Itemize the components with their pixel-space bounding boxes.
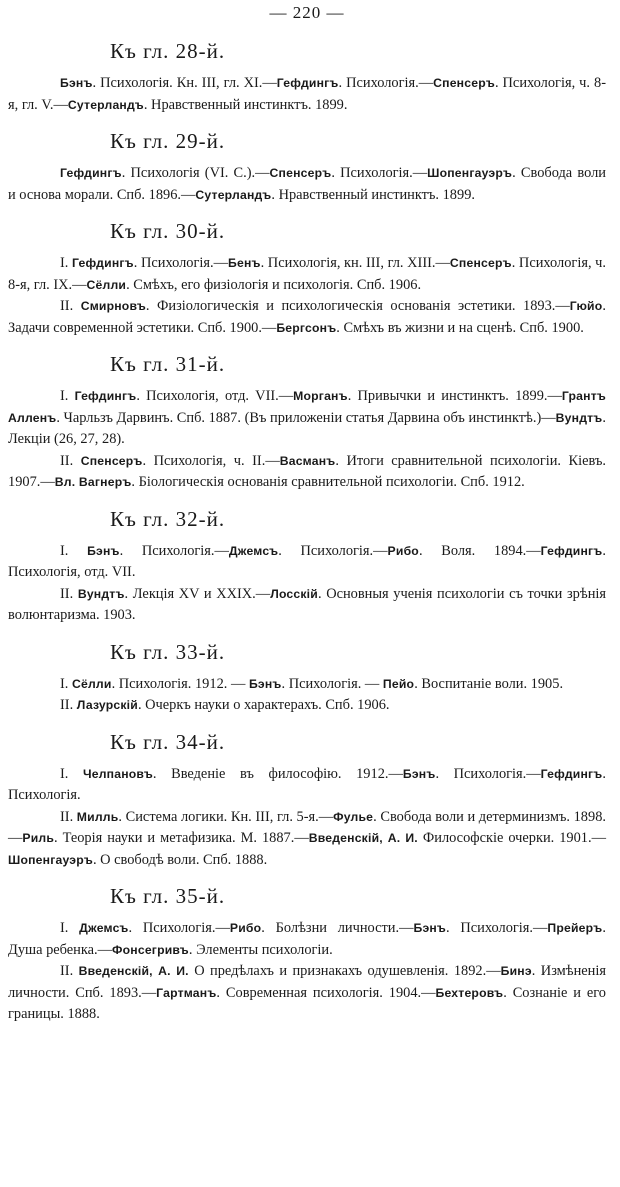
citation-text: . Психологія.— <box>119 542 229 559</box>
author-name: Гефдингъ <box>276 76 339 90</box>
citation-text: . Психологія.— <box>338 75 434 91</box>
citation-text: I. <box>60 255 73 271</box>
author-name: Сёлли <box>72 676 112 691</box>
author-name: Спенсеръ <box>449 256 512 270</box>
chapter-section <box>8 218 606 339</box>
citation-text: . Свобода воли и основа морали. Спб. 1896.— <box>8 165 606 203</box>
citation-text: . Лекціи (26, 27, 28). <box>8 409 606 447</box>
citation-text: . Психологія. — <box>281 675 383 692</box>
author-name: Фонсегривъ <box>112 942 189 957</box>
citation-text: . Введеніе въ философію. 1912.— <box>152 765 403 782</box>
author-name: Бенъ <box>228 256 261 270</box>
author-name: Гефдингъ <box>540 766 603 781</box>
page-number: — 220 — <box>269 3 345 22</box>
citation-text: . Чарльзъ Дарвинъ. Спб. 1887. (Въ приложеніи статья Дарвина объ инстинктѣ.)— <box>56 409 556 426</box>
author-name: Вундтъ <box>555 410 603 425</box>
author-name: Гюйо <box>569 299 603 313</box>
author-name: Спенсеръ <box>269 166 332 180</box>
citation-text: . Сознаніе и его границы. 1888. <box>8 984 607 1022</box>
chapter-heading: Къ гл. 30-й. <box>110 219 226 243</box>
bibliography-paragraph <box>8 163 606 206</box>
author-name: Джемсъ <box>79 921 129 935</box>
chapter-section <box>8 38 606 116</box>
author-name: Гефдингъ <box>74 389 137 403</box>
author-name: Милль <box>76 809 119 824</box>
bibliography-paragraph <box>8 918 606 961</box>
citation-text: . Психологія.— <box>446 920 548 936</box>
citation-text: . Нравственный инстинктъ. 1899. <box>271 186 475 203</box>
citation-text: II. <box>60 298 81 314</box>
citation-text: . Душа ребенка.— <box>8 920 606 958</box>
author-name: Морганъ <box>293 389 348 403</box>
citation-text: I. <box>60 542 88 559</box>
citation-text: . Воля. 1894.— <box>418 542 541 559</box>
citation-text: О предѣлахъ и признакахъ одушевленія. 1892.— <box>188 963 501 979</box>
chapter-heading: Къ гл. 31-й. <box>110 352 226 376</box>
chapter-heading: Къ гл. 29-й. <box>110 129 226 153</box>
citation-text: . Психологія.— <box>435 765 541 782</box>
bibliography-paragraph <box>8 674 606 696</box>
citation-text: . Лекція XV и XXIX.— <box>124 585 271 602</box>
author-name: Грантъ Алленъ <box>8 389 606 425</box>
author-name: Бергсонъ <box>276 320 337 335</box>
bibliography-paragraph <box>8 961 606 1026</box>
author-name: Бэнъ <box>87 543 120 558</box>
author-name: Смирновъ <box>80 299 146 313</box>
citation-text: . Итоги сравнительной психологіи. Кіевъ. 1907.— <box>8 452 606 490</box>
citation-text: . Смѣхъ, его физіологія и психологія. Спб. 1906. <box>126 276 422 293</box>
chapter-heading: Къ гл. 34-й. <box>110 729 226 754</box>
citation-text: II. <box>60 963 79 979</box>
bibliography-paragraph <box>8 253 606 296</box>
citation-text: . Очеркъ науки о характерахъ. Спб. 1906. <box>137 697 390 713</box>
chapter-section <box>8 729 606 872</box>
citation-text: . Психологія, отд. VII.— <box>136 388 294 404</box>
author-name: Бехтеровъ <box>435 985 504 1000</box>
citation-text: . Психологія.— <box>331 165 428 181</box>
citation-text: II. <box>60 808 77 825</box>
citation-text: . Теорія науки и метафизика. М. 1887.— <box>54 830 309 846</box>
citation-text: . Основныя ученія психологіи съ точки зрѣнія волюнтаризма. 1903. <box>8 585 607 623</box>
citation-text: I. <box>60 675 72 692</box>
citation-text: II. <box>60 697 77 713</box>
citation-text: . Смѣхъ въ жизни и на сценѣ. Спб. 1900. <box>336 319 584 336</box>
author-name: Пейо <box>382 676 415 691</box>
author-name: Риль <box>22 831 55 845</box>
citation-text: . Психологія. <box>8 765 606 803</box>
author-name: Гефдингъ <box>60 166 122 180</box>
chapter-heading: Къ гл. 28-й. <box>110 39 226 63</box>
author-name: Джемсъ <box>228 543 279 558</box>
author-name: Челпановъ <box>83 766 153 781</box>
chapter-section <box>8 128 606 206</box>
chapter-section <box>8 351 606 494</box>
author-name: Рибо <box>229 921 262 935</box>
citation-text: II. <box>60 585 78 602</box>
author-name: Шопенгауэръ <box>8 852 93 867</box>
citation-text: . Современная психологія. 1904.— <box>216 984 436 1001</box>
citation-text: . Психологія (VI. С.).— <box>121 165 270 181</box>
citation-text: . Психологія. Кн. III, гл. XI.— <box>92 75 277 91</box>
author-name: Лосскій <box>270 586 318 601</box>
author-name: Бэнъ <box>413 921 447 935</box>
citation-text: . Психологія, ч. 8-я, гл. V.— <box>8 75 606 113</box>
citation-text: I. <box>60 388 75 404</box>
author-name: Введенскій, А. И. <box>78 964 189 978</box>
citation-text: Философскіе очерки. 1901.— <box>417 830 606 846</box>
bibliography-paragraph <box>8 451 606 494</box>
citation-text: . Система логики. Кн. III, гл. 5-я.— <box>118 808 334 825</box>
citation-text: . Нравственный инстинктъ. 1899. <box>143 96 348 113</box>
author-name: Шопенгауэръ <box>427 166 513 180</box>
author-name: Спенсеръ <box>433 76 495 90</box>
citation-text: I. <box>60 920 80 936</box>
chapter-section <box>8 883 606 1026</box>
author-name: Вл. Вагнеръ <box>54 475 132 489</box>
bibliography-sections <box>8 38 606 1026</box>
citation-text: II. <box>60 452 81 469</box>
citation-text: . Физіологическія и психологическія основанія эстетики. 1893.— <box>145 298 570 314</box>
author-name: Бэнъ <box>60 76 93 90</box>
citation-text: . Біологическія основанія сравнительной психологіи. Спб. 1912. <box>131 474 525 490</box>
citation-text: . Психологія, отд. VII. <box>8 542 606 580</box>
citation-text: . Элементы психологіи. <box>188 941 333 958</box>
author-name: Сутерландъ <box>67 97 144 112</box>
citation-text: . Психологія.— <box>133 255 228 271</box>
chapter-section <box>8 506 606 627</box>
citation-text: . Воспитаніе воли. 1905. <box>414 675 564 692</box>
citation-text: . Психологія.— <box>278 542 388 559</box>
author-name: Бэнъ <box>402 766 436 781</box>
author-name: Рибо <box>387 543 419 558</box>
bibliography-paragraph <box>8 584 606 627</box>
author-name: Лазурскій <box>76 698 138 712</box>
chapter-heading: Къ гл. 35-й. <box>110 884 226 908</box>
citation-text: . Задачи современной эстетики. Спб. 1900.— <box>8 298 606 336</box>
bibliography-paragraph <box>8 541 606 584</box>
citation-text: . Свобода воли и детерминизмъ. 1898.— <box>8 808 606 846</box>
citation-text: . Психологія, кн. III, гл. XIII.— <box>260 255 450 271</box>
author-name: Гефдингъ <box>540 543 603 558</box>
citation-text: . Психологія, ч. II.— <box>142 452 280 469</box>
author-name: Спенсеръ <box>80 453 143 468</box>
author-name: Бинэ <box>500 964 532 978</box>
citation-text: I. <box>60 765 83 782</box>
author-name: Прейеръ <box>547 921 603 935</box>
citation-text: . Привычки и инстинктъ. 1899.— <box>347 388 562 404</box>
author-name: Сёлли <box>86 277 127 292</box>
bibliography-paragraph <box>8 386 606 451</box>
author-name: Бэнъ <box>248 676 282 691</box>
citation-text: . Болѣзни личности.— <box>261 920 414 936</box>
chapter-section <box>8 639 606 717</box>
author-name: Сутерландъ <box>195 187 272 202</box>
bibliography-paragraph <box>8 807 606 872</box>
citation-text: . Психологія. 1912. — <box>111 675 249 692</box>
author-name: Васманъ <box>279 453 336 468</box>
citation-text: . О свободѣ воли. Спб. 1888. <box>92 851 268 868</box>
bibliography-paragraph <box>8 296 606 339</box>
author-name: Вундтъ <box>77 586 125 601</box>
citation-text: . Психологія, ч. 8-я, гл. IX.— <box>8 255 607 293</box>
bibliography-paragraph <box>8 73 606 116</box>
chapter-heading: Къ гл. 33-й. <box>110 639 226 664</box>
chapter-heading: Къ гл. 32-й. <box>110 506 226 531</box>
bibliography-paragraph <box>8 695 606 717</box>
author-name: Гартманъ <box>156 985 217 1000</box>
citation-text: . Измѣненія личности. Спб. 1893.— <box>8 963 607 1001</box>
citation-text: . Психологія.— <box>128 920 230 936</box>
author-name: Гефдингъ <box>72 256 134 270</box>
author-name: Фулье <box>333 809 374 824</box>
author-name: Введенскій, А. И. <box>308 831 418 845</box>
bibliography-paragraph <box>8 764 606 807</box>
